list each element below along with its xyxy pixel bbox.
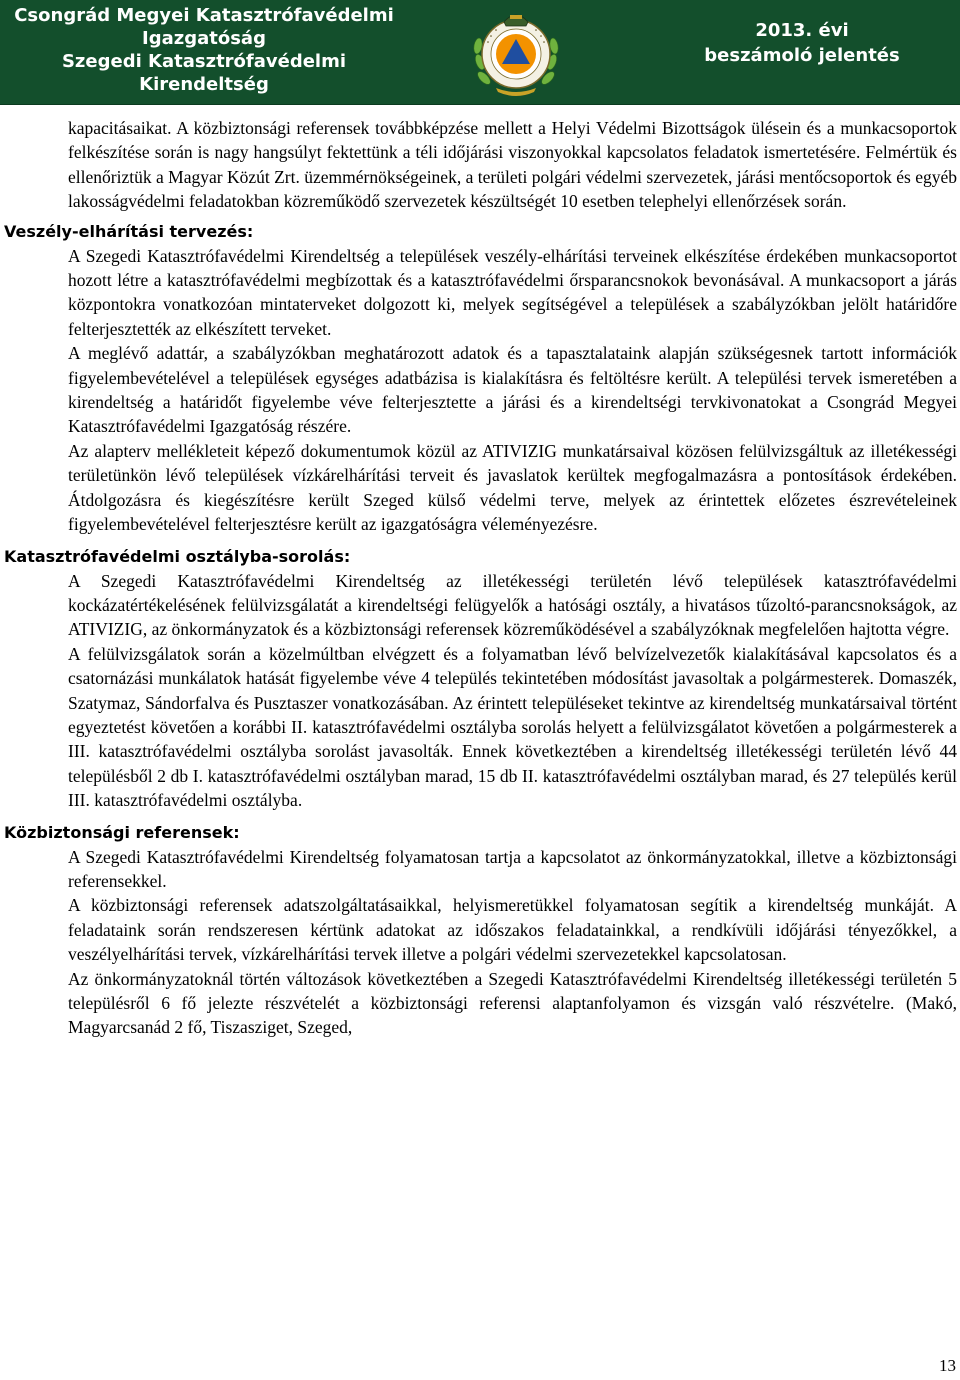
section-heading-classification: Katasztrófavédelmi osztályba-sorolás:	[4, 546, 351, 566]
org-line-2: Igazgatóság	[142, 28, 266, 49]
paragraph: A Szegedi Katasztrófavédelmi Kirendeltség az illetékességi területén lévő települések katasztrófavédelmi kockázatértékelésének felülvizsgálatát a kirendeltségi felügyelők a hatósági osztály, a hivatásos tűzoltó-parancsnokságok, az ATIVIZIG, az önkormányzatok és a közbiztonsági referensek közreműködésével a szabályzóknak megfelelően hajtotta végre.	[68, 570, 957, 640]
section-heading-hazard-planning: Veszély-elhárítási tervezés:	[4, 221, 254, 241]
org-line-1: Csongrád Megyei Katasztrófavédelmi	[14, 5, 394, 26]
org-line-4: Kirendeltség	[139, 74, 269, 95]
paragraph: A közbiztonsági referensek adatszolgáltatásaikkal, helyismeretükkel folyamatosan segítik a kirendeltség munkáját. A feladataink során rendszeresen kértünk adatokat az időszakos feladatainkkal, a rendkívüli időjárási tényezőkkel, a veszélyelhárítási tervek, vízkárelhárítási tervek illetve a polgári védelmi szervezetekkel kapcsolatosan.	[68, 895, 957, 965]
paragraph: A Szegedi Katasztrófavédelmi Kirendeltség folyamatosan tartja a kapcsolatot az önkormányzatokkal, illetve a közbiztonsági referensekkel.	[68, 846, 957, 891]
page-number: 13	[939, 1356, 956, 1375]
paragraph: A Szegedi Katasztrófavédelmi Kirendeltség a települések veszély-elhárítási terveinek elkészítése érdekében munkacsoportot hozott létre a katasztrófavédelmi megbízottak és a katasztrófavédelmi őrsparancsnokok bevonásával. A munkacsoport a járás központokra vonatkozóan mintaterveket dolgozott ki, melyek segítségével a települések a szabályzókban jelölt határidőre felterjesztették az elkészített terveket.	[68, 245, 957, 339]
paragraph: Az alapterv mellékleteit képező dokumentumok közül az ATIVIZIG munkatársaival közösen felülvizsgáltuk az illetékességi területünkön lévő települések vízkárelhárítási terveit és javaslatok kerültek megfogalmazásra a pontosítások érdekében. Átdolgozásra és kiegészítésre került Szeged külső védelmi terve, melyek az érintettek előzetes észrevételeinek figyelembevételével felterjesztésre került az igazgatóságra véleményezésre.	[68, 440, 957, 535]
paragraph: A meglévő adattár, a szabályzókban meghatározott adatok és a tapasztalataink alapján szükségesnek tartott információk figyelembevételével a települések egységes adatbázisa is kialakításra és feltöltésre került. A települési tervek ismeretében a kirendeltség a határidőt figyelembe véve felterjesztette a járási és a kirendeltségi tervkivonatokat a Csongrád Megyei Katasztrófavédelmi Igazgatóság részére.	[68, 343, 957, 437]
report-title	[702, 18, 902, 68]
section-heading-public-safety-officers: Közbiztonsági referensek:	[4, 822, 240, 842]
organization-name	[4, 4, 404, 96]
paragraph: Az önkormányzatoknál történ változások következtében a Szegedi Katasztrófavédelmi Kirendeltség illetékességi területén 5 településről 6 fő jelezte részvételét a közbiztonsági referensi alaptanfolyamon és vizsgán való részvételre. (Makó, Magyarcsanád 2 fő, Tiszasziget, Szeged,	[68, 968, 957, 1038]
page-header	[0, 0, 960, 105]
disaster-management-emblem-icon	[466, 2, 566, 102]
report-name: beszámoló jelentés	[704, 45, 900, 66]
org-line-3: Szegedi Katasztrófavédelmi	[61, 51, 347, 72]
intro-paragraph: kapacitásaikat. A közbiztonsági referensek továbbképzése mellett a Helyi Védelmi Bizottságok ülésein és a munkacsoportok felkészítése során is nagy hangsúlyt fektettünk a téli időjárási viszonyokkal kapcsolatos feladatok ismertetésére. Felmértük és ellenőriztük a Magyar Közút Zrt. üzemmérnökségeinek, a területi polgári védelmi szervezetek, járási mentőcsoportok és egyéb lakosságvédelmi feladatokban közreműködő szervezetek készültségét 10 esetben telephelyi ellenőrzések során.	[68, 118, 957, 212]
document-body	[0, 110, 960, 1040]
report-year: 2013. évi	[755, 20, 849, 41]
paragraph: A felülvizsgálatok során a közelmúltban elvégzett és a folyamatban lévő belvízelvezetők kialakításával kapcsolatos és a csatornázási munkálatok hatását figyelembe véve 4 település tekintetében módosítást javasoltak a polgármesterek. Domaszék, Szatymaz, Sándorfalva és Pusztaszer vonatkozásában. Az érintett településeket tekintve az kirendeltség munkatársaival történt egyeztetést követően a korábbi II. katasztrófavédelmi osztályba sorolás helyett a felülvizsgálatot követően a polgármesterek a III. katasztrófavédelmi osztályba sorolást javasolták. Ennek következtében a kirendeltség illetékességi területén lévő 44 településből 2 db I. katasztrófavédelmi osztályban marad, 15 db II. katasztrófavédelmi osztályban marad, és 27 település kerül III. katasztrófavédelmi osztályba.	[68, 643, 957, 811]
